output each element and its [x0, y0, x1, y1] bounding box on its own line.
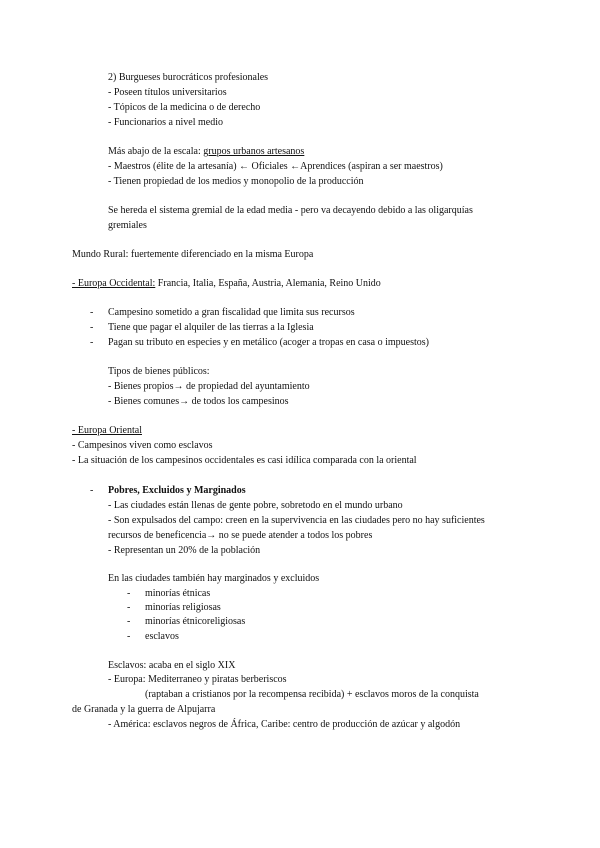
esclavos-heading: Esclavos: acaba en el siglo XIX — [108, 660, 236, 671]
list-item: - Representan un 20% de la población — [108, 545, 261, 556]
paragraph-grupos-urbanos — [108, 145, 304, 158]
paragraph-line: de Granada y la guerra de Alpujarra — [72, 704, 216, 715]
pobres-heading: Pobres, Excluidos y Marginados — [108, 485, 246, 496]
europa-occidental-line — [72, 277, 381, 290]
list-item: esclavos — [145, 631, 179, 642]
list-item: Tiene que pagar el alquiler de las tierras a la Iglesia — [108, 322, 314, 333]
europa-oriental-label: - Europa Oriental — [72, 425, 142, 436]
marginados-heading: En las ciudades también hay marginados y excluidos — [108, 573, 320, 584]
list-item: - Maestros (élite de la artesanía) ← Oficiales ←Aprendices (aspiran a ser maestros) — [108, 161, 443, 172]
list-item: - Europa: Mediterraneo y piratas berberiscos — [108, 674, 287, 685]
list-item: minorías religiosas — [145, 602, 221, 613]
bullet-dash: - — [90, 307, 94, 318]
bullet-dash: - — [127, 602, 131, 613]
list-item: recursos de beneficencia→ no se puede atender a todos los pobres — [108, 530, 373, 541]
mundo-rural-line: Mundo Rural: fuertemente diferenciado en la misma Europa — [72, 249, 314, 260]
underlined-term: grupos urbanos artesanos — [203, 146, 305, 157]
list-item: Campesino sometido a gran fiscalidad que limita sus recursos — [108, 307, 355, 318]
list-item: - La situación de los campesinos occidentales es casi idílica comparada con la oriental — [72, 455, 417, 466]
list-item: - Poseen títulos universitarios — [108, 87, 227, 98]
bullet-dash: - — [90, 485, 94, 496]
list-item: - América: esclavos negros de África, Caribe: centro de producción de azúcar y algodón — [108, 719, 461, 730]
list-item: - Tienen propiedad de los medios y monopolio de la producción — [108, 176, 364, 187]
europa-occidental-countries: Francia, Italia, España, Austria, Alemania, Reino Unido — [155, 278, 381, 289]
tipos-heading: Tipos de bienes públicos: — [108, 366, 210, 377]
list-item: - Las ciudades están llenas de gente pobre, sobretodo en el mundo urbano — [108, 500, 403, 511]
paragraph-line: gremiales — [108, 220, 147, 231]
list-item: - Bienes propios→ de propiedad del ayuntamiento — [108, 381, 310, 392]
europa-occidental-label: - Europa Occidental: — [72, 278, 156, 289]
list-item: - Campesinos viven como esclavos — [72, 440, 213, 451]
bullet-dash: - — [127, 588, 131, 599]
list-item: Pagan su tributo en especies y en metálico (acoger a tropas en casa o impuestos) — [108, 337, 430, 348]
section-heading-burgueses: 2) Burgueses burocráticos profesionales — [108, 72, 269, 83]
list-item: - Tópicos de la medicina o de derecho — [108, 102, 261, 113]
bullet-dash: - — [90, 322, 94, 333]
list-item: - Funcionarios a nivel medio — [108, 117, 223, 128]
list-item: - Bienes comunes→ de todos los campesinos — [108, 396, 289, 407]
list-item: minorías étnicas — [145, 588, 211, 599]
list-item: minorías étnicoreligiosas — [145, 616, 246, 627]
intro-text: Más abajo de la escala: — [108, 146, 204, 157]
list-item: - Son expulsados del campo: creen en la supervivencia en las ciudades pero no hay suficientes — [108, 515, 485, 526]
paragraph-line: (raptaban a cristianos por la recompensa recibida) + esclavos moros de la conquista — [145, 689, 479, 700]
bullet-dash: - — [127, 616, 131, 627]
bullet-dash: - — [127, 631, 131, 642]
bullet-dash: - — [90, 337, 94, 348]
paragraph-line: Se hereda el sistema gremial de la edad media - pero va decayendo debido a las oligarquías — [108, 205, 473, 216]
